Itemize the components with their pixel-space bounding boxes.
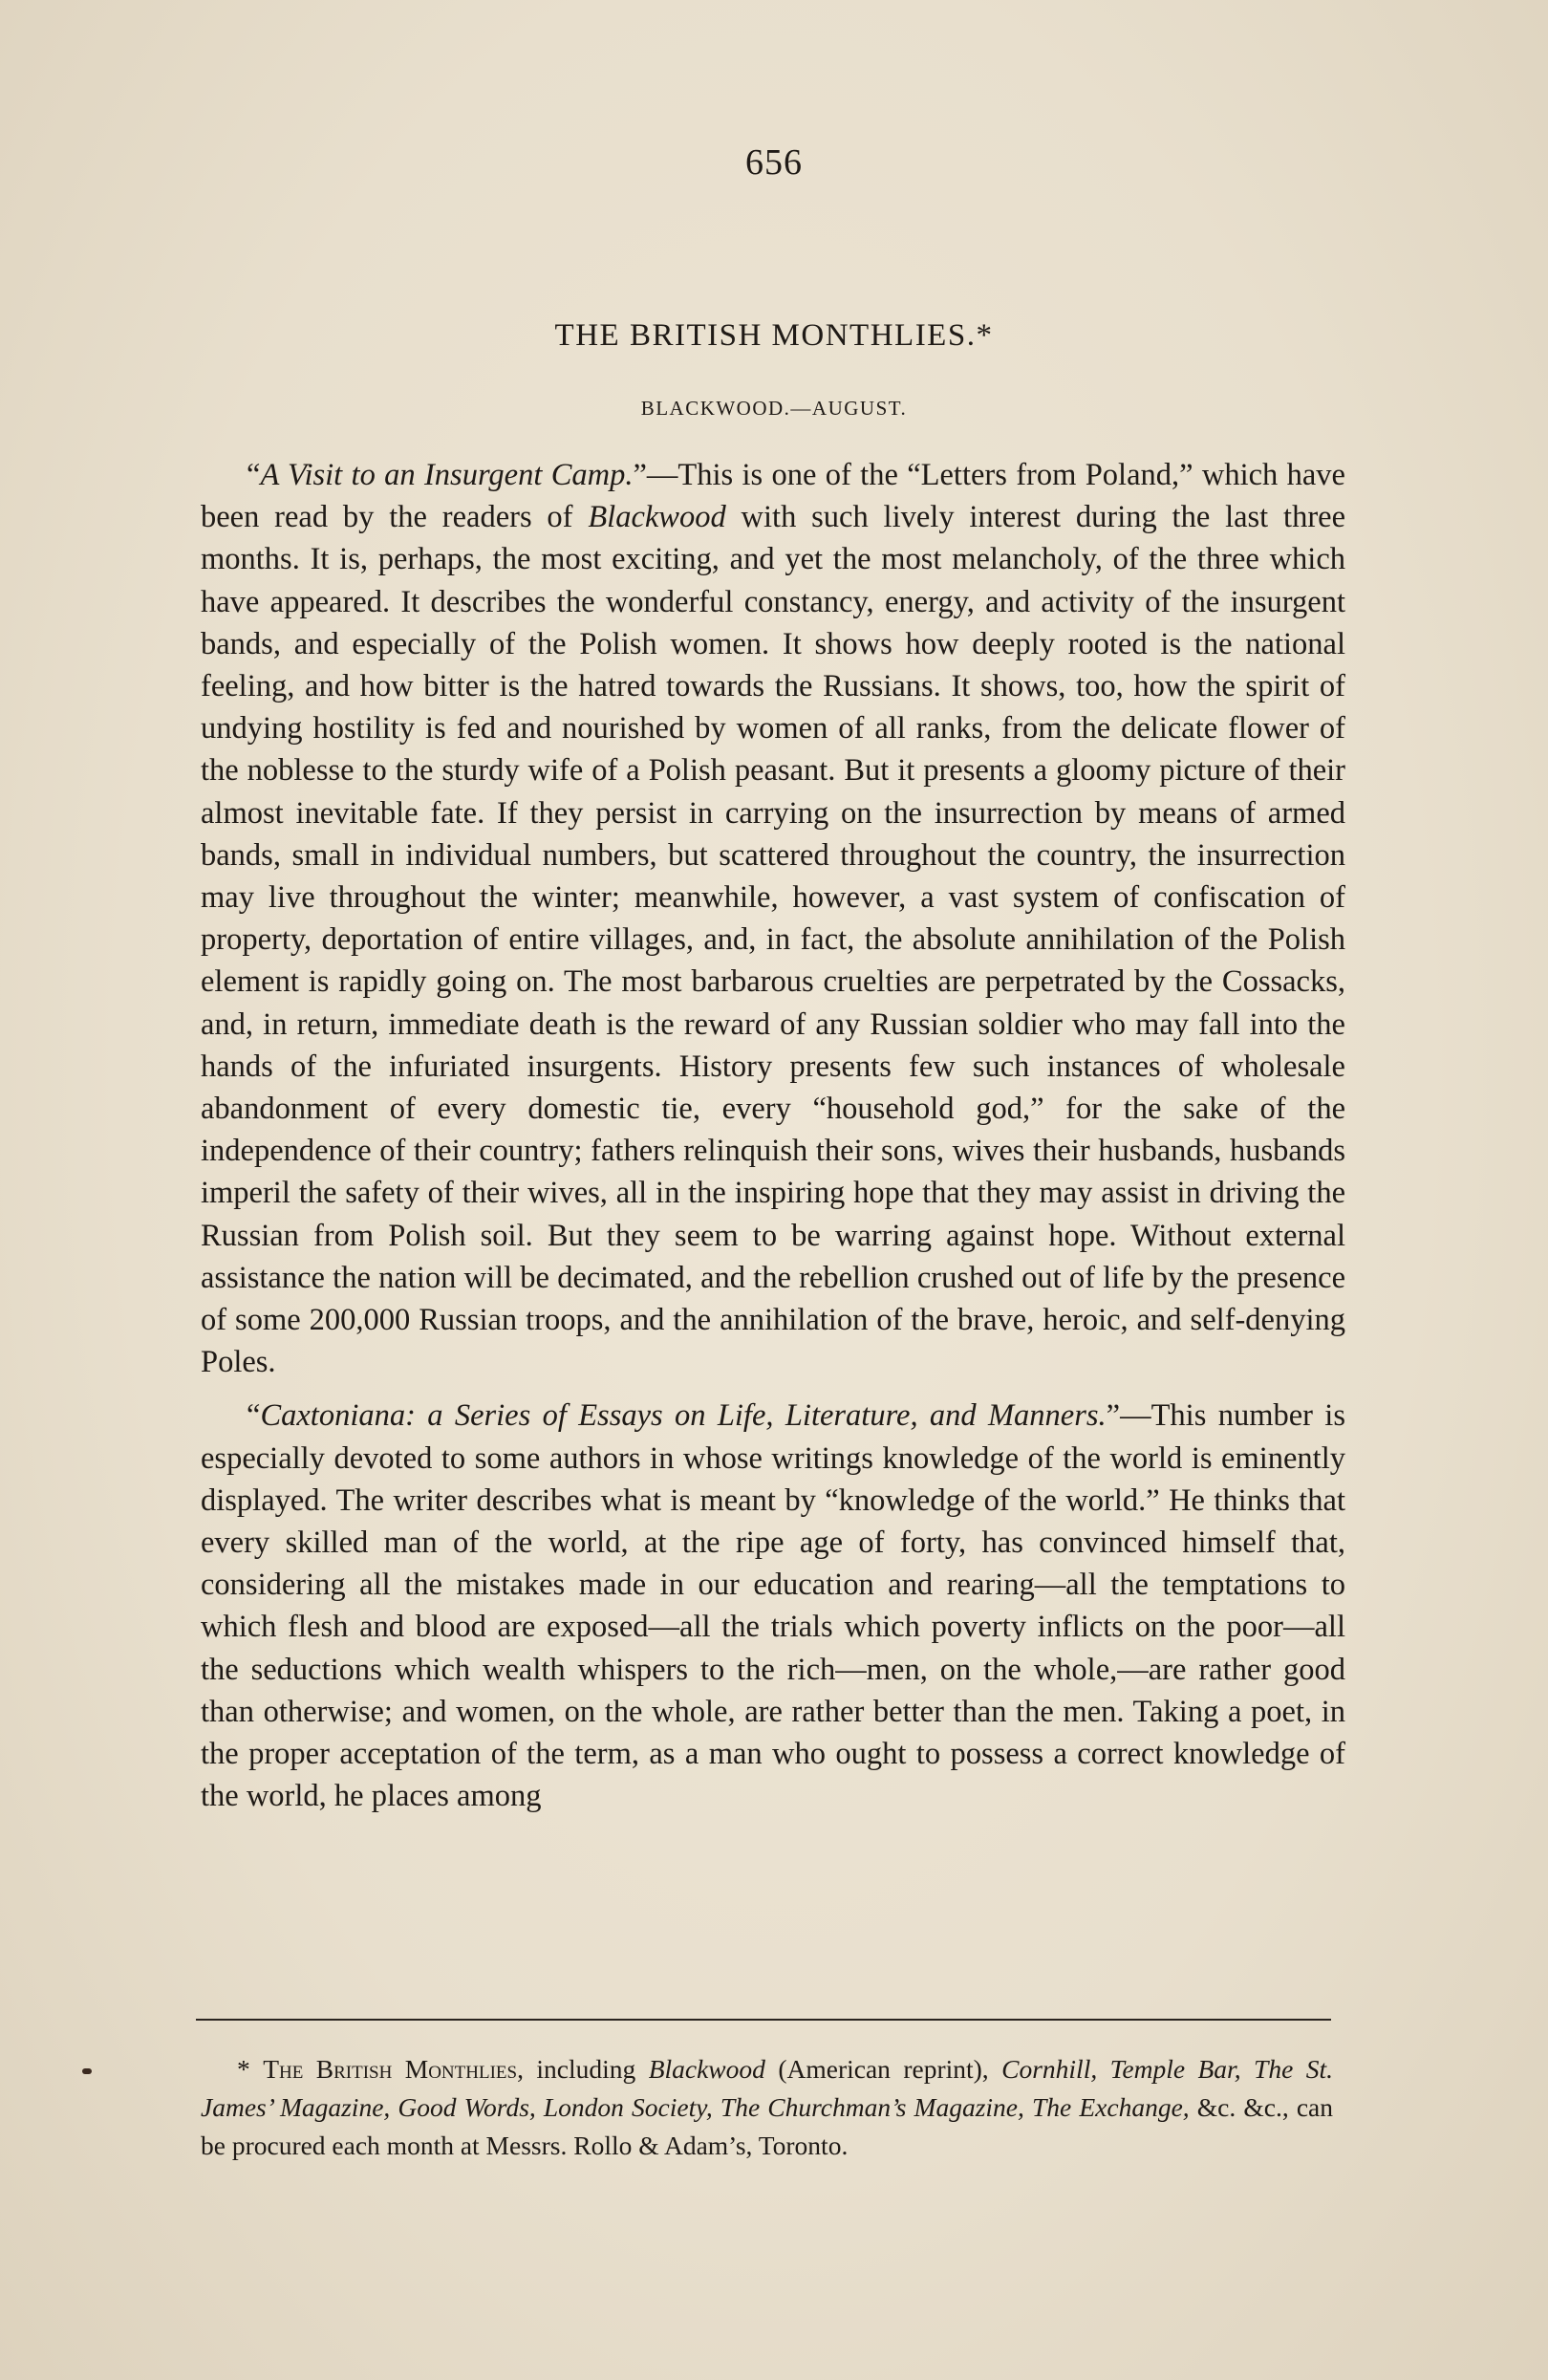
- footnote-text: , including: [517, 2054, 649, 2084]
- footnote-lead: The British Monthlies: [263, 2054, 518, 2084]
- footnote-magazine: Blackwood: [648, 2054, 765, 2084]
- article-body: [201, 454, 1345, 1818]
- footnote-text: (American reprint),: [764, 2054, 1002, 2084]
- open-quote: “: [247, 1398, 261, 1434]
- footnote-text: &c. &c., can be procured each month at Messrs. Rollo & Adam’s, Toronto.: [201, 2092, 1333, 2160]
- paragraph-insurgent-camp: [201, 454, 1345, 1383]
- footnote-divider: [196, 2019, 1331, 2021]
- section-heading: BLACKWOOD.—AUGUST.: [640, 397, 908, 420]
- paragraph-text: ”—This number is especially devoted to some authors in whose writings knowledge of the world is eminently displayed. The writer describes what is meant by “knowledge of the world.” He thinks that every skilled man of the world, at the ripe age of forty, has convinced himself that, considering all the mistakes made in our education and rearing—all the temptations to which flesh and blood are exposed—all the trials which poverty inflicts on the poor—all the seductions which wealth whispers to the rich—men, on the whole,—are rather good than otherwise; and women, on the whole, are rather better than the men. Taking a poet, in the proper acceptation of the term, as a man who ought to possess a correct knowledge of the world, he places among: [201, 1398, 1345, 1814]
- article-title-insurgent-camp: A Visit to an Insurgent Camp.: [260, 458, 634, 492]
- footnote-marker: *: [237, 2054, 264, 2084]
- open-quote: “: [247, 458, 261, 492]
- paragraph-caxtoniana: [201, 1395, 1345, 1817]
- page-number: 656: [745, 142, 803, 183]
- article-title-caxtoniana: Caxtoniana: a Series of Essays on Life, Literature, and Manners.: [260, 1398, 1107, 1434]
- magazine-name: Blackwood: [588, 500, 726, 535]
- paragraph-text: with such lively interest during the last three months. It is, perhaps, the most exciting, and yet the most melancholy, of the three which have appeared. It describes the wonderful constancy, energy, and activity of the insurgent bands, and especially of the Polish women. It shows how deeply rooted is the national feeling, and how bitter is the hatred towards the Russians. It shows, too, how the spirit of undying hostility is fed and nourished by women of all ranks, from the delicate flower of the noblesse to the sturdy wife of a Polish peasant. But it presents a gloomy picture of their almost inevitable fate. If they persist in carrying on the insurrection by means of armed bands, small in individual numbers, but scattered throughout the country, the insurrection may live throughout the winter; meanwhile, however, a vast system of confiscation of property, deportation of entire villages, and, in fact, the absolute annihilation of the Polish element is rapidly going on. The most barbarous cruelties are perpetrated by the Cossacks, and, in return, immediate death is the reward of any Russian soldier who may fall into the hands of the infuriated insurgents. History presents few such instances of wholesale abandonment of every domestic tie, every “household god,” for the sake of the independence of their country; fathers relinquish their sons, wives their husbands, husbands imperil the safety of their wives, all in the inspiring hope that they may assist in driving the Russian from Polish soil. But they seem to be warring against hope. Without external assistance the nation will be decimated, and the rebellion crushed out of life by the presence of some 200,000 Russian troops, and the annihilation of the brave, heroic, and self-denying Poles.: [201, 500, 1345, 1380]
- paragraph-text: ”—This is one of the “Letters from Poland,” which have been read by the readers of: [201, 458, 1345, 535]
- footnote-magazine-list: Cornhill, Temple Bar, The St. James’ Magazine, Good Words, London Society, The Churchman’s Magazine, The Exchange,: [201, 2054, 1333, 2122]
- article-title: THE BRITISH MONTHLIES.*: [554, 318, 994, 353]
- ink-speck: [82, 2068, 92, 2074]
- footnote: [201, 2050, 1333, 2165]
